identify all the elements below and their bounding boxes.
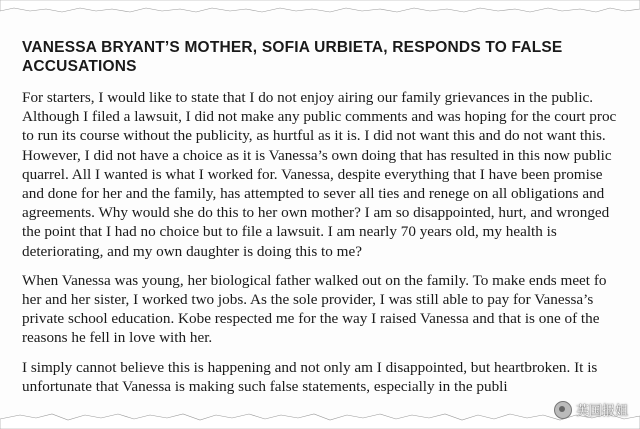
text-line: For starters, I would like to state that I do not enjoy airing our family grievances in the public. (22, 89, 594, 106)
text-line: quarrel. All I wanted is what I worked for. Vanessa, despite everything that I have been promise (22, 165, 603, 183)
text-line: unfortunate that Vanessa is making such false statements, especially in the publi (22, 377, 508, 395)
torn-top-edge (0, 0, 640, 16)
text-line: Although I filed a lawsuit, I did not make any public comments and was hoping for the court proc (22, 108, 617, 126)
watermark (554, 400, 628, 419)
letter-content (22, 38, 640, 406)
text-line: reasons he fell in love with her. (22, 329, 213, 347)
torn-bottom-edge (0, 407, 640, 429)
text-line: her and her sister, I worked two jobs. As the sole provider, I was still able to pay for Vanessa’s (22, 291, 594, 309)
watermark-logo-icon (554, 401, 572, 419)
text-line: agreements. Why would she do this to her own mother? I am so disappointed, hurt, and wronged (22, 204, 610, 222)
text-line: However, I did not have a choice as it is Vanessa’s own doing that has resulted in this now public (22, 146, 612, 164)
document-title (22, 38, 640, 76)
title-line: ACCUSATIONS (22, 58, 137, 75)
text-line: private school education. Kobe respected me for the way I raised Vanessa and that is one of the (22, 310, 600, 328)
text-line: to run its course without the publicity, as hurtful as it is. I did not want this and do not want this. (22, 127, 606, 145)
text-line: deteriorating, and my own daughter is doing this to me? (22, 242, 362, 260)
text-line: the point that I had no choice but to file a lawsuit. I am nearly 70 years old, my health is (22, 223, 557, 241)
paragraph-2 (22, 271, 640, 348)
title-line: VANESSA BRYANT’S MOTHER, SOFIA URBIETA, RESPONDS TO FALSE (22, 39, 563, 56)
text-line: and done for her and the family, has attempted to sever all ties and renege on all obligations and (22, 185, 605, 203)
text-line: When Vanessa was young, her biological father walked out on the family. To make ends meet fo (22, 271, 607, 289)
text-line: I simply cannot believe this is happening and not only am I disappointed, but heartbroken. It is (22, 358, 598, 376)
paragraph-1 (22, 88, 640, 261)
watermark-text: 英国报姐 (575, 404, 628, 419)
paragraph-3 (22, 358, 640, 396)
